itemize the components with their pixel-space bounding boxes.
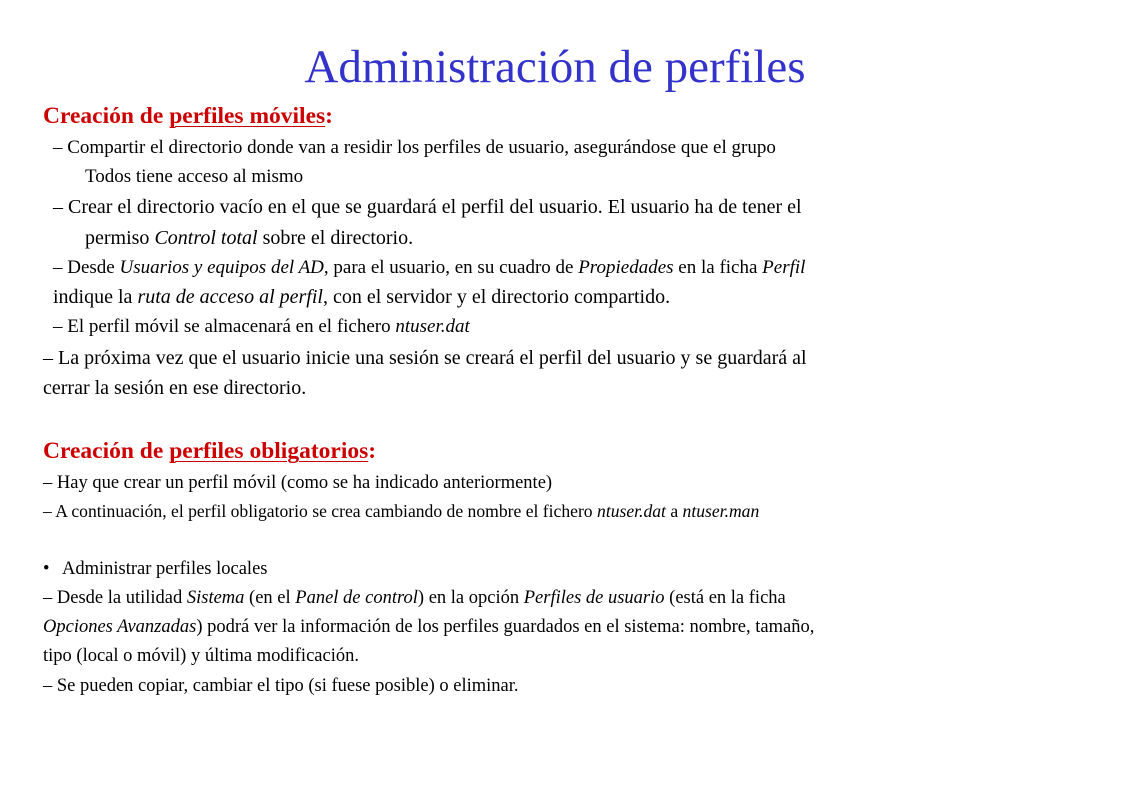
heading-moviles-suffix: :	[325, 103, 333, 129]
locales-item1-line3: tipo (local o móvil) y última modificación.	[43, 646, 359, 666]
moviles-item4: – El perfil móvil se almacenará en el fichero ntuser.dat	[53, 316, 470, 337]
moviles-item5-line2: cerrar la sesión en ese directorio.	[43, 377, 307, 399]
heading-obligatorios-prefix: Creación de	[43, 438, 170, 464]
obligatorios-item2: – A continuación, el perfil obligatorio se crea cambiando de nombre el fichero ntuser.dat a ntuser.man	[43, 501, 760, 521]
slide-title: Administración de perfiles	[304, 41, 806, 93]
link-perfiles-moviles[interactable]: perfiles móviles	[169, 103, 326, 129]
heading-moviles-prefix: Creación de	[43, 103, 170, 129]
moviles-item1-line2: Todos tiene acceso al mismo	[85, 166, 304, 187]
heading-perfiles-moviles	[43, 101, 333, 131]
moviles-item3-line2: indique la ruta de acceso al perfil, con el servidor y el directorio compartido.	[53, 286, 671, 308]
link-perfiles-obligatorios[interactable]: perfiles obligatorios	[169, 438, 369, 464]
locales-bullet: •	[43, 559, 50, 579]
moviles-item5-line1: – La próxima vez que el usuario inicie una sesión se creará el perfil del usuario y se guardará al	[43, 347, 807, 369]
moviles-item3-line1: – Desde Usuarios y equipos del AD, para el usuario, en su cuadro de Propiedades en la ficha Perfil	[53, 257, 806, 278]
moviles-item1-line1: – Compartir el directorio donde van a residir los perfiles de usuario, asegurándose que el grupo	[53, 137, 776, 158]
obligatorios-item1: – Hay que crear un perfil móvil (como se ha indicado anteriormente)	[43, 473, 553, 493]
heading-obligatorios-suffix: :	[368, 438, 377, 464]
moviles-item2-line1: – Crear el directorio vacío en el que se guardará el perfil del usuario. El usuario ha de tener el	[53, 196, 802, 218]
locales-item1-line2: Opciones Avanzadas) podrá ver la información de los perfiles guardados en el sistema: nombre, tamaño,	[43, 617, 815, 637]
moviles-item2-line2: permiso Control total sobre el directorio.	[85, 227, 414, 249]
locales-item2: – Se pueden copiar, cambiar el tipo (si fuese posible) o eliminar.	[43, 676, 519, 696]
locales-item1-line1: – Desde la utilidad Sistema (en el Panel de control) en la opción Perfiles de usuario (está en la ficha	[43, 588, 786, 608]
heading-perfiles-obligatorios	[43, 436, 376, 466]
locales-heading: Administrar perfiles locales	[62, 559, 268, 579]
